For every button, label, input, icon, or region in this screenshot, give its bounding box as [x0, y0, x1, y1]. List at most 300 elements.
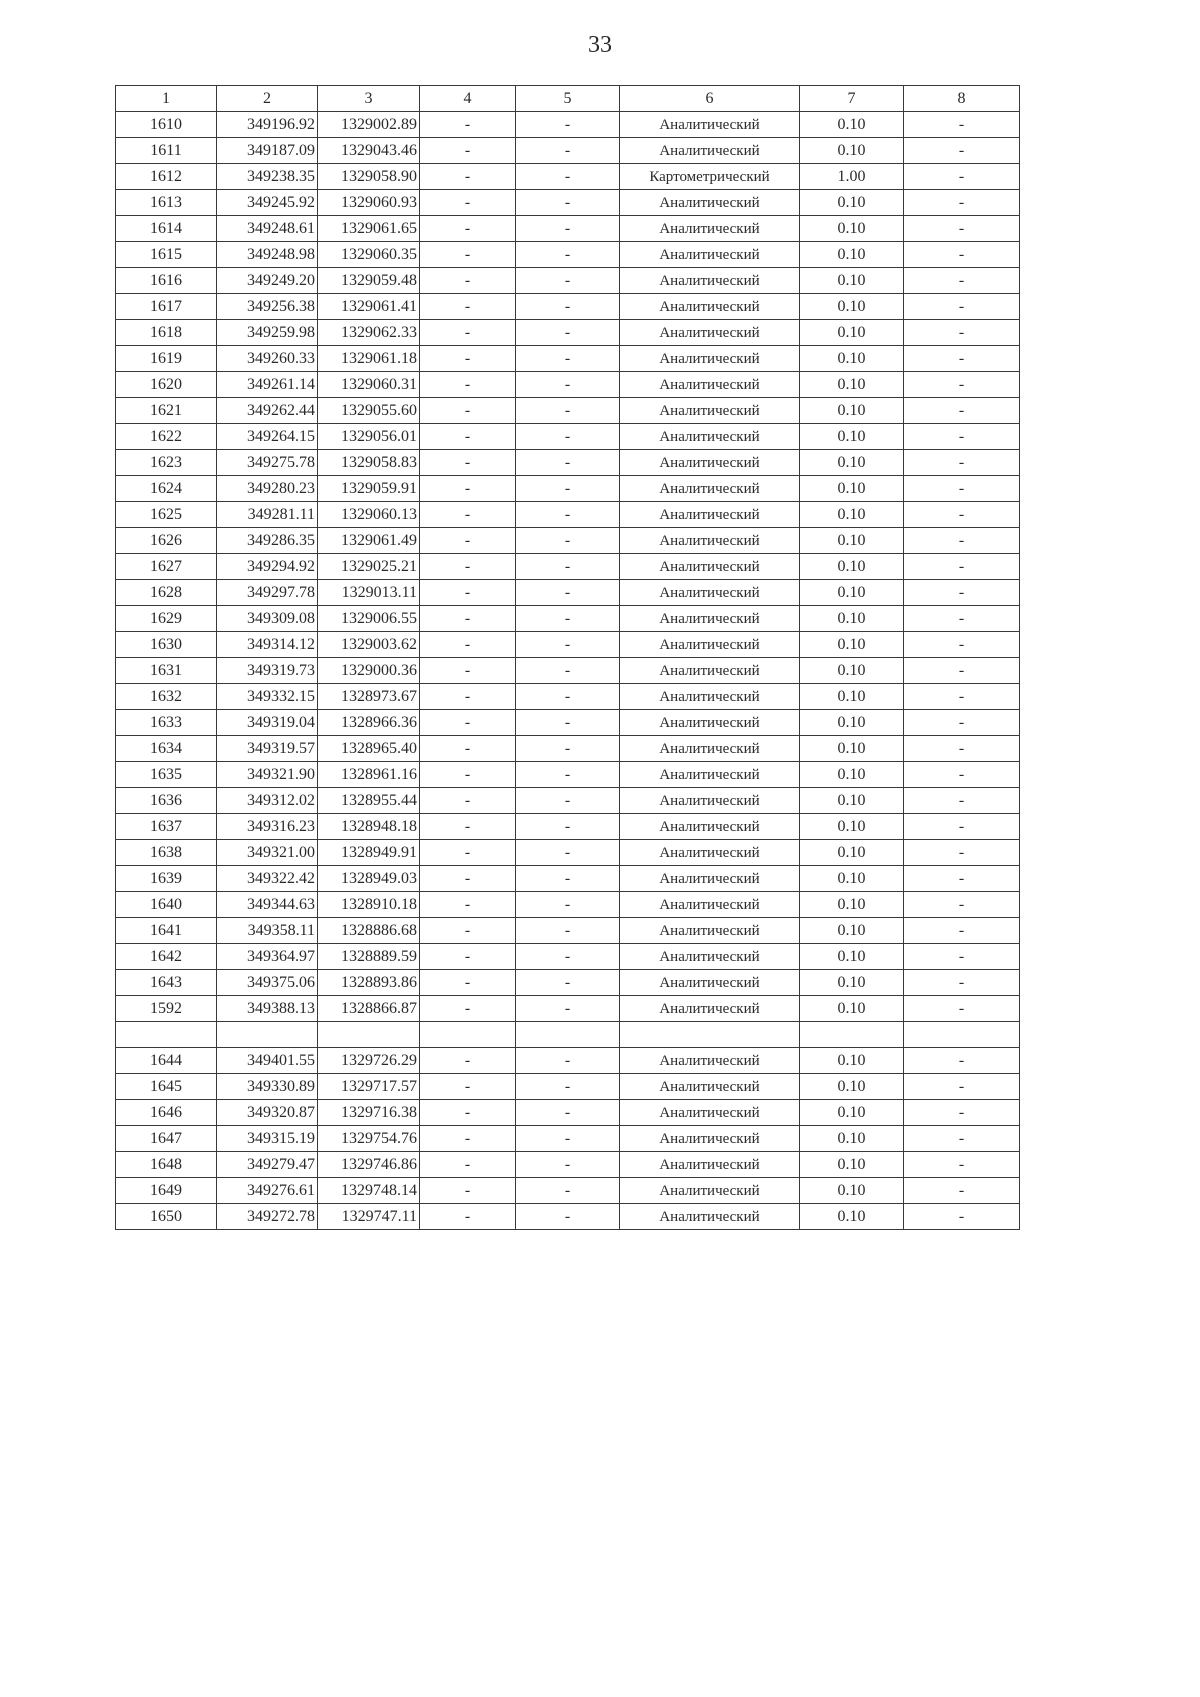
- cell-coord-y: 1329717.57: [318, 1074, 420, 1100]
- cell-coord-x: 349196.92: [217, 112, 318, 138]
- cell-method: Аналитический: [620, 944, 800, 970]
- cell-point-number: 1635: [116, 762, 217, 788]
- table-row: [116, 710, 1020, 736]
- cell-point-number: 1633: [116, 710, 217, 736]
- column-header: 8: [904, 86, 1020, 112]
- cell-accuracy: 0.10: [800, 372, 904, 398]
- cell-accuracy: 0.10: [800, 1048, 904, 1074]
- cell-accuracy: 0.10: [800, 346, 904, 372]
- cell-coord-y: 1329013.11: [318, 580, 420, 606]
- cell-col-5: -: [516, 892, 620, 918]
- cell-col-8: -: [904, 268, 1020, 294]
- table-row: [116, 216, 1020, 242]
- table-row: [116, 1022, 1020, 1048]
- cell-col-5: -: [516, 944, 620, 970]
- cell-coord-y: 1328961.16: [318, 762, 420, 788]
- cell-point-number: 1643: [116, 970, 217, 996]
- cell-col-8: -: [904, 866, 1020, 892]
- table-row: [116, 762, 1020, 788]
- cell-accuracy: 0.10: [800, 762, 904, 788]
- cell-method: Аналитический: [620, 970, 800, 996]
- cell-coord-x: 349187.09: [217, 138, 318, 164]
- cell-col-8: [904, 1022, 1020, 1048]
- cell-point-number: [116, 1022, 217, 1048]
- cell-accuracy: 0.10: [800, 1152, 904, 1178]
- cell-method: Аналитический: [620, 788, 800, 814]
- cell-method: Аналитический: [620, 1100, 800, 1126]
- cell-coord-y: [318, 1022, 420, 1048]
- cell-accuracy: 0.10: [800, 1126, 904, 1152]
- cell-method: Аналитический: [620, 268, 800, 294]
- cell-point-number: 1623: [116, 450, 217, 476]
- cell-coord-x: 349320.87: [217, 1100, 318, 1126]
- cell-coord-x: 349279.47: [217, 1152, 318, 1178]
- cell-point-number: 1625: [116, 502, 217, 528]
- table-row: [116, 840, 1020, 866]
- cell-coord-x: 349364.97: [217, 944, 318, 970]
- cell-col-8: -: [904, 528, 1020, 554]
- cell-coord-x: 349309.08: [217, 606, 318, 632]
- cell-col-5: -: [516, 112, 620, 138]
- cell-col-8: -: [904, 1204, 1020, 1230]
- table-row: [116, 866, 1020, 892]
- table-row: [116, 242, 1020, 268]
- cell-method: Аналитический: [620, 554, 800, 580]
- cell-col-8: -: [904, 216, 1020, 242]
- table-row: [116, 580, 1020, 606]
- cell-accuracy: 0.10: [800, 190, 904, 216]
- cell-col-5: -: [516, 1204, 620, 1230]
- cell-accuracy: 0.10: [800, 658, 904, 684]
- cell-accuracy: 0.10: [800, 866, 904, 892]
- cell-coord-x: 349286.35: [217, 528, 318, 554]
- cell-point-number: 1628: [116, 580, 217, 606]
- cell-coord-x: 349375.06: [217, 970, 318, 996]
- cell-col-8: -: [904, 606, 1020, 632]
- cell-col-5: -: [516, 424, 620, 450]
- cell-method: Аналитический: [620, 138, 800, 164]
- cell-coord-y: 1328910.18: [318, 892, 420, 918]
- cell-point-number: 1613: [116, 190, 217, 216]
- table-row: [116, 1126, 1020, 1152]
- table-row: [116, 944, 1020, 970]
- cell-coord-y: 1329000.36: [318, 658, 420, 684]
- cell-col-5: -: [516, 710, 620, 736]
- cell-col-8: -: [904, 554, 1020, 580]
- cell-col-8: -: [904, 372, 1020, 398]
- cell-col-4: -: [420, 138, 516, 164]
- cell-method: Аналитический: [620, 632, 800, 658]
- cell-col-4: -: [420, 632, 516, 658]
- cell-method: Аналитический: [620, 1074, 800, 1100]
- cell-method: Аналитический: [620, 502, 800, 528]
- cell-accuracy: 0.10: [800, 554, 904, 580]
- cell-col-4: -: [420, 996, 516, 1022]
- cell-accuracy: 0.10: [800, 970, 904, 996]
- table-row: [116, 996, 1020, 1022]
- cell-point-number: 1622: [116, 424, 217, 450]
- cell-point-number: 1646: [116, 1100, 217, 1126]
- cell-method: Аналитический: [620, 528, 800, 554]
- cell-col-5: -: [516, 580, 620, 606]
- cell-col-8: -: [904, 970, 1020, 996]
- cell-col-4: -: [420, 1152, 516, 1178]
- table-row: [116, 658, 1020, 684]
- cell-col-8: -: [904, 1048, 1020, 1074]
- table-row: [116, 814, 1020, 840]
- table-row: [116, 476, 1020, 502]
- cell-coord-x: 349260.33: [217, 346, 318, 372]
- cell-coord-y: 1329748.14: [318, 1178, 420, 1204]
- coordinates-table: [115, 85, 1020, 1230]
- cell-col-8: -: [904, 1100, 1020, 1126]
- cell-col-8: -: [904, 294, 1020, 320]
- cell-accuracy: [800, 1022, 904, 1048]
- cell-method: Аналитический: [620, 320, 800, 346]
- cell-accuracy: 0.10: [800, 476, 904, 502]
- cell-coord-y: 1329058.83: [318, 450, 420, 476]
- cell-method: Аналитический: [620, 112, 800, 138]
- cell-col-4: -: [420, 346, 516, 372]
- cell-col-5: -: [516, 788, 620, 814]
- cell-coord-y: 1328889.59: [318, 944, 420, 970]
- cell-coord-y: 1329060.35: [318, 242, 420, 268]
- cell-coord-y: 1329747.11: [318, 1204, 420, 1230]
- cell-point-number: 1626: [116, 528, 217, 554]
- cell-col-5: -: [516, 1126, 620, 1152]
- cell-col-8: -: [904, 684, 1020, 710]
- cell-col-8: -: [904, 346, 1020, 372]
- table-row: [116, 736, 1020, 762]
- cell-col-8: -: [904, 320, 1020, 346]
- cell-col-8: -: [904, 476, 1020, 502]
- cell-col-8: -: [904, 242, 1020, 268]
- table-body: [116, 86, 1020, 1230]
- cell-accuracy: 0.10: [800, 138, 904, 164]
- table-row: [116, 450, 1020, 476]
- cell-coord-y: 1328955.44: [318, 788, 420, 814]
- cell-col-4: -: [420, 814, 516, 840]
- table-row: [116, 1178, 1020, 1204]
- table-row: [116, 1074, 1020, 1100]
- cell-coord-y: 1329061.65: [318, 216, 420, 242]
- cell-coord-y: 1329059.91: [318, 476, 420, 502]
- cell-accuracy: 0.10: [800, 398, 904, 424]
- cell-coord-y: 1328973.67: [318, 684, 420, 710]
- table-row: [116, 372, 1020, 398]
- cell-coord-x: 349314.12: [217, 632, 318, 658]
- cell-point-number: 1650: [116, 1204, 217, 1230]
- cell-method: Аналитический: [620, 710, 800, 736]
- cell-coord-x: 349322.42: [217, 866, 318, 892]
- cell-accuracy: 0.10: [800, 112, 904, 138]
- cell-col-5: -: [516, 762, 620, 788]
- table-row: [116, 684, 1020, 710]
- cell-point-number: 1644: [116, 1048, 217, 1074]
- cell-accuracy: 0.10: [800, 502, 904, 528]
- cell-accuracy: 0.10: [800, 242, 904, 268]
- cell-method: Аналитический: [620, 398, 800, 424]
- cell-accuracy: 0.10: [800, 268, 904, 294]
- cell-point-number: 1649: [116, 1178, 217, 1204]
- cell-col-4: -: [420, 112, 516, 138]
- cell-method: Аналитический: [620, 372, 800, 398]
- cell-accuracy: 0.10: [800, 814, 904, 840]
- cell-point-number: 1648: [116, 1152, 217, 1178]
- cell-method: Аналитический: [620, 658, 800, 684]
- cell-col-5: -: [516, 450, 620, 476]
- cell-coord-y: 1328965.40: [318, 736, 420, 762]
- cell-col-4: -: [420, 320, 516, 346]
- cell-accuracy: 0.10: [800, 450, 904, 476]
- cell-point-number: 1645: [116, 1074, 217, 1100]
- cell-col-5: -: [516, 1074, 620, 1100]
- cell-point-number: 1647: [116, 1126, 217, 1152]
- cell-method: Аналитический: [620, 840, 800, 866]
- table-row: [116, 554, 1020, 580]
- cell-accuracy: 0.10: [800, 294, 904, 320]
- cell-col-5: -: [516, 190, 620, 216]
- table-row: [116, 892, 1020, 918]
- cell-col-5: -: [516, 242, 620, 268]
- column-header: 6: [620, 86, 800, 112]
- cell-col-4: -: [420, 658, 516, 684]
- cell-col-8: -: [904, 138, 1020, 164]
- cell-method: Аналитический: [620, 866, 800, 892]
- table-row: [116, 320, 1020, 346]
- cell-point-number: 1624: [116, 476, 217, 502]
- cell-point-number: 1639: [116, 866, 217, 892]
- table-row: [116, 1204, 1020, 1230]
- cell-col-4: -: [420, 372, 516, 398]
- cell-col-5: -: [516, 736, 620, 762]
- cell-method: Аналитический: [620, 684, 800, 710]
- cell-coord-y: 1329061.49: [318, 528, 420, 554]
- cell-coord-x: 349238.35: [217, 164, 318, 190]
- cell-accuracy: 0.10: [800, 892, 904, 918]
- cell-col-5: -: [516, 866, 620, 892]
- cell-coord-x: 349316.23: [217, 814, 318, 840]
- cell-coord-x: 349259.98: [217, 320, 318, 346]
- cell-col-8: -: [904, 450, 1020, 476]
- cell-point-number: 1621: [116, 398, 217, 424]
- cell-col-5: -: [516, 814, 620, 840]
- cell-accuracy: 0.10: [800, 1100, 904, 1126]
- cell-point-number: 1640: [116, 892, 217, 918]
- table-row: [116, 788, 1020, 814]
- cell-point-number: 1618: [116, 320, 217, 346]
- cell-accuracy: 0.10: [800, 1204, 904, 1230]
- cell-coord-x: 349358.11: [217, 918, 318, 944]
- cell-col-4: -: [420, 450, 516, 476]
- cell-col-4: -: [420, 1048, 516, 1074]
- cell-col-5: -: [516, 268, 620, 294]
- cell-col-4: -: [420, 554, 516, 580]
- cell-coord-x: 349312.02: [217, 788, 318, 814]
- cell-coord-x: 349249.20: [217, 268, 318, 294]
- cell-col-4: -: [420, 216, 516, 242]
- cell-method: Аналитический: [620, 1204, 800, 1230]
- cell-col-5: -: [516, 346, 620, 372]
- cell-col-5: -: [516, 294, 620, 320]
- table-row: [116, 1152, 1020, 1178]
- cell-method: [620, 1022, 800, 1048]
- cell-accuracy: 0.10: [800, 1178, 904, 1204]
- cell-coord-y: 1328948.18: [318, 814, 420, 840]
- cell-method: Аналитический: [620, 1152, 800, 1178]
- cell-col-8: -: [904, 814, 1020, 840]
- cell-col-5: [516, 1022, 620, 1048]
- cell-method: Аналитический: [620, 736, 800, 762]
- cell-accuracy: 0.10: [800, 320, 904, 346]
- cell-method: Аналитический: [620, 216, 800, 242]
- cell-method: Картометрический: [620, 164, 800, 190]
- cell-col-5: -: [516, 1178, 620, 1204]
- cell-accuracy: 0.10: [800, 424, 904, 450]
- cell-method: Аналитический: [620, 606, 800, 632]
- table-row: [116, 528, 1020, 554]
- cell-col-8: -: [904, 580, 1020, 606]
- cell-method: Аналитический: [620, 476, 800, 502]
- cell-col-8: -: [904, 918, 1020, 944]
- cell-col-8: -: [904, 1074, 1020, 1100]
- cell-coord-y: 1329061.41: [318, 294, 420, 320]
- cell-col-8: -: [904, 164, 1020, 190]
- cell-method: Аналитический: [620, 190, 800, 216]
- cell-col-5: -: [516, 1152, 620, 1178]
- column-header: 3: [318, 86, 420, 112]
- cell-col-8: -: [904, 788, 1020, 814]
- cell-method: Аналитический: [620, 892, 800, 918]
- cell-col-8: -: [904, 840, 1020, 866]
- cell-method: Аналитический: [620, 762, 800, 788]
- cell-col-8: -: [904, 736, 1020, 762]
- cell-col-5: -: [516, 658, 620, 684]
- cell-col-4: -: [420, 1178, 516, 1204]
- cell-coord-y: 1329059.48: [318, 268, 420, 294]
- cell-col-5: -: [516, 970, 620, 996]
- cell-coord-y: 1329025.21: [318, 554, 420, 580]
- cell-col-5: -: [516, 164, 620, 190]
- cell-coord-x: 349256.38: [217, 294, 318, 320]
- cell-col-4: -: [420, 164, 516, 190]
- cell-col-4: -: [420, 944, 516, 970]
- cell-coord-x: 349275.78: [217, 450, 318, 476]
- cell-accuracy: 0.10: [800, 736, 904, 762]
- cell-method: Аналитический: [620, 580, 800, 606]
- cell-coord-y: 1329043.46: [318, 138, 420, 164]
- cell-col-8: -: [904, 1152, 1020, 1178]
- cell-coord-y: 1329746.86: [318, 1152, 420, 1178]
- cell-method: Аналитический: [620, 1048, 800, 1074]
- cell-point-number: 1634: [116, 736, 217, 762]
- cell-col-4: -: [420, 736, 516, 762]
- cell-col-5: -: [516, 320, 620, 346]
- cell-coord-y: 1328966.36: [318, 710, 420, 736]
- column-header: 4: [420, 86, 516, 112]
- cell-coord-x: 349319.57: [217, 736, 318, 762]
- cell-coord-x: 349245.92: [217, 190, 318, 216]
- cell-col-4: -: [420, 788, 516, 814]
- cell-coord-x: 349330.89: [217, 1074, 318, 1100]
- cell-col-5: -: [516, 372, 620, 398]
- cell-col-4: -: [420, 918, 516, 944]
- cell-col-5: -: [516, 1100, 620, 1126]
- cell-coord-x: 349264.15: [217, 424, 318, 450]
- cell-coord-y: 1328893.86: [318, 970, 420, 996]
- cell-coord-y: 1329726.29: [318, 1048, 420, 1074]
- table-row: [116, 294, 1020, 320]
- table-row: [116, 970, 1020, 996]
- cell-method: Аналитический: [620, 996, 800, 1022]
- cell-point-number: 1630: [116, 632, 217, 658]
- cell-col-4: -: [420, 606, 516, 632]
- cell-coord-x: 349319.04: [217, 710, 318, 736]
- cell-accuracy: 0.10: [800, 632, 904, 658]
- table-row: [116, 164, 1020, 190]
- table-row: [116, 398, 1020, 424]
- cell-col-5: -: [516, 918, 620, 944]
- cell-coord-y: 1329058.90: [318, 164, 420, 190]
- cell-accuracy: 0.10: [800, 840, 904, 866]
- cell-coord-y: 1328949.91: [318, 840, 420, 866]
- table-row: [116, 268, 1020, 294]
- cell-coord-y: 1329006.55: [318, 606, 420, 632]
- cell-col-4: -: [420, 762, 516, 788]
- cell-point-number: 1627: [116, 554, 217, 580]
- table-row: [116, 190, 1020, 216]
- cell-col-4: -: [420, 970, 516, 996]
- cell-coord-y: 1328866.87: [318, 996, 420, 1022]
- cell-coord-x: 349344.63: [217, 892, 318, 918]
- cell-coord-x: 349297.78: [217, 580, 318, 606]
- cell-col-8: -: [904, 398, 1020, 424]
- cell-method: Аналитический: [620, 242, 800, 268]
- cell-method: Аналитический: [620, 346, 800, 372]
- table-row: [116, 918, 1020, 944]
- cell-coord-x: 349248.61: [217, 216, 318, 242]
- cell-method: Аналитический: [620, 1178, 800, 1204]
- cell-point-number: 1592: [116, 996, 217, 1022]
- cell-coord-x: 349388.13: [217, 996, 318, 1022]
- table-row: [116, 138, 1020, 164]
- cell-coord-x: [217, 1022, 318, 1048]
- cell-point-number: 1616: [116, 268, 217, 294]
- cell-coord-y: 1329754.76: [318, 1126, 420, 1152]
- cell-col-5: -: [516, 554, 620, 580]
- cell-col-8: -: [904, 892, 1020, 918]
- column-header: 1: [116, 86, 217, 112]
- cell-col-4: -: [420, 1204, 516, 1230]
- cell-coord-y: 1329060.13: [318, 502, 420, 528]
- cell-col-8: -: [904, 112, 1020, 138]
- cell-coord-y: 1329003.62: [318, 632, 420, 658]
- cell-col-4: -: [420, 424, 516, 450]
- cell-coord-y: 1329056.01: [318, 424, 420, 450]
- cell-coord-y: 1329061.18: [318, 346, 420, 372]
- cell-coord-x: 349261.14: [217, 372, 318, 398]
- column-header: 7: [800, 86, 904, 112]
- cell-coord-y: 1329716.38: [318, 1100, 420, 1126]
- cell-point-number: 1636: [116, 788, 217, 814]
- cell-col-4: -: [420, 268, 516, 294]
- cell-point-number: 1615: [116, 242, 217, 268]
- table-row: [116, 346, 1020, 372]
- cell-accuracy: 0.10: [800, 580, 904, 606]
- cell-coord-x: 349319.73: [217, 658, 318, 684]
- cell-coord-x: 349401.55: [217, 1048, 318, 1074]
- cell-col-4: -: [420, 866, 516, 892]
